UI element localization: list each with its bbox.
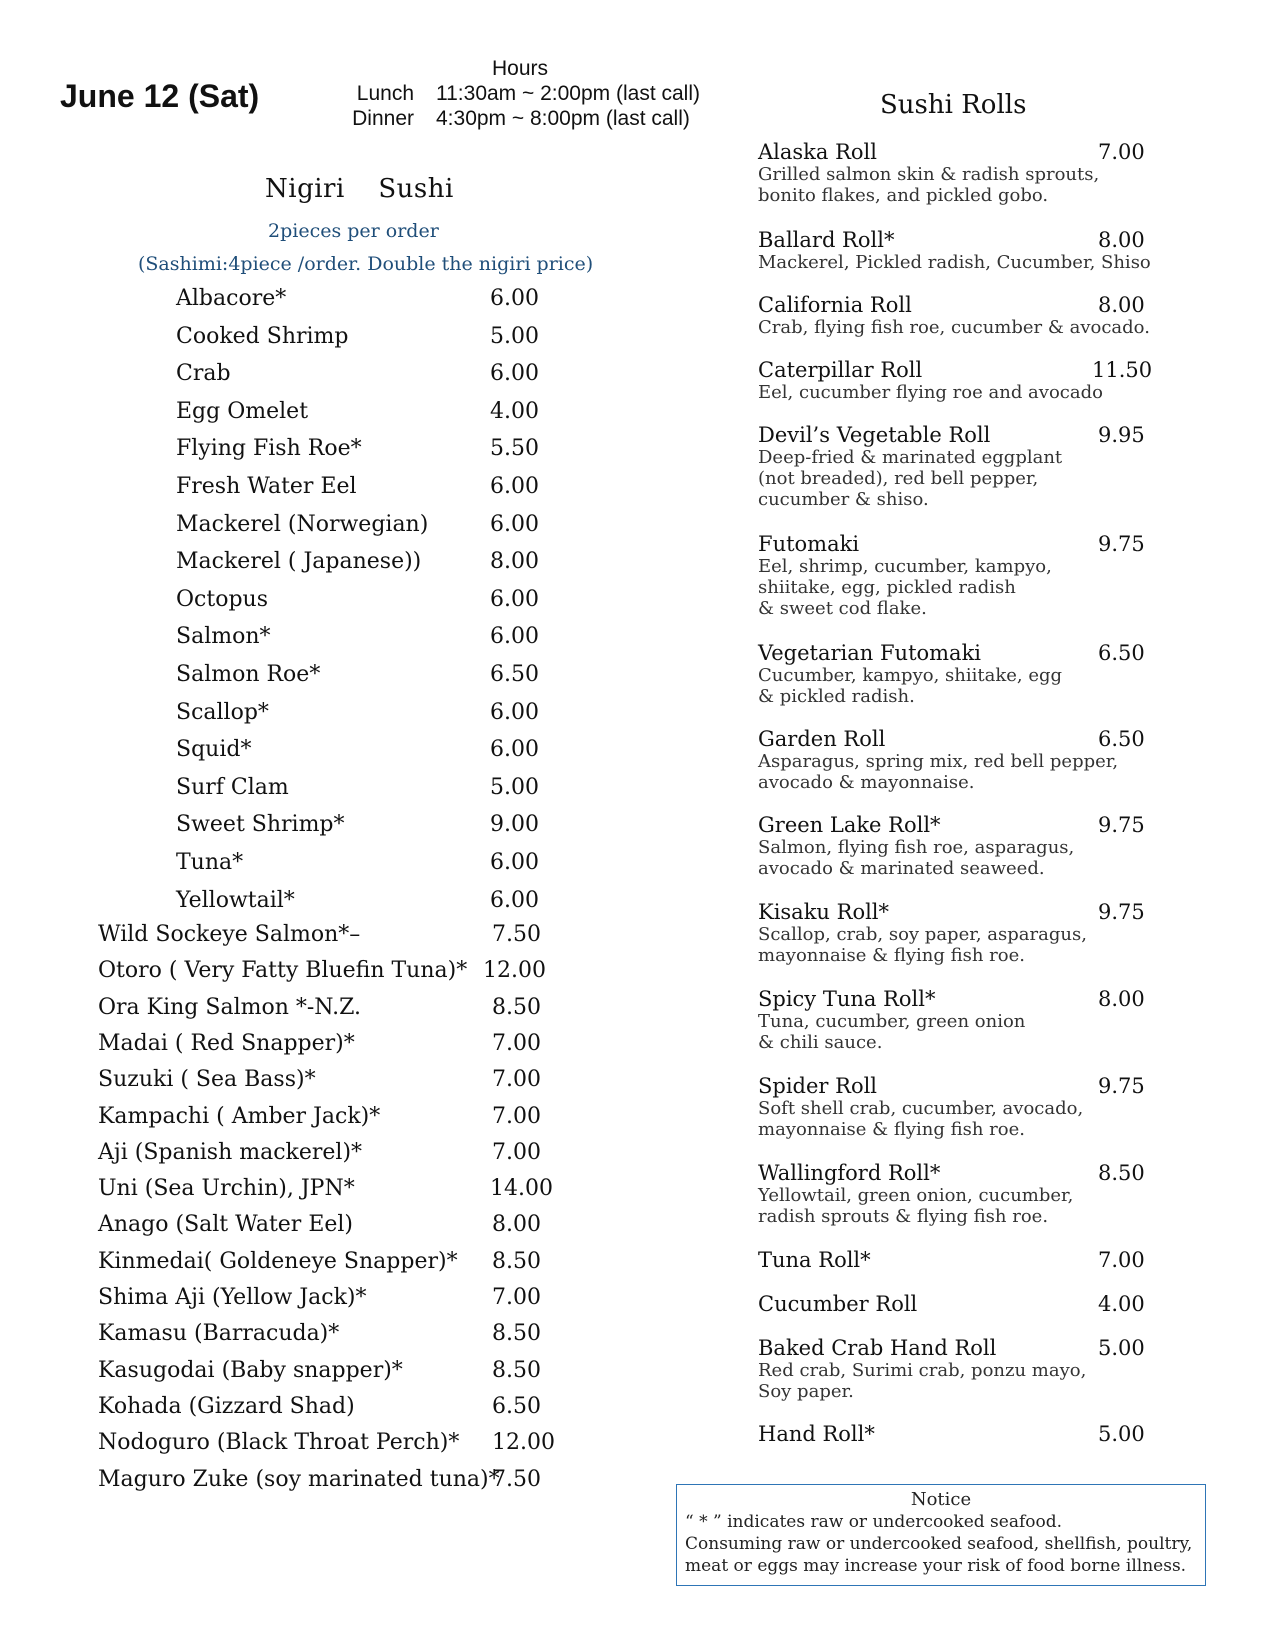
nigiri-item-price: 7.00 [492, 1103, 541, 1129]
roll-item-name: Hand Roll* [758, 1422, 875, 1446]
roll-item-header [758, 358, 1168, 382]
rolls-title: Sushi Rolls [880, 90, 1027, 120]
roll-item-price: 4.00 [1098, 1292, 1145, 1316]
nigiri-item-name: Kohada (Gizzard Shad) [98, 1393, 355, 1419]
nigiri-item-price: 14.00 [490, 1176, 553, 1202]
nigiri-item-price: 6.00 [490, 474, 539, 499]
roll-item [758, 293, 1168, 338]
nigiri-item-price: 6.00 [490, 699, 539, 725]
roll-item-price: 9.75 [1098, 900, 1145, 924]
roll-item-price: 7.00 [1098, 1248, 1145, 1272]
nigiri-item [98, 1321, 541, 1347]
nigiri-item-name: Ora King Salmon *-N.Z. [98, 994, 362, 1020]
roll-item-header [758, 641, 1168, 665]
roll-item-header [758, 900, 1168, 924]
roll-item [758, 900, 1168, 966]
roll-item-name: Devil’s Vegetable Roll [758, 423, 991, 447]
nigiri-item-price: 6.00 [490, 286, 539, 311]
roll-item-name: Green Lake Roll* [758, 813, 941, 837]
roll-item-description: Eel, shrimp, cucumber, kampyo, [758, 556, 1052, 577]
nigiri-item-price: 7.50 [492, 922, 541, 947]
nigiri-item-price: 7.50 [492, 1466, 541, 1492]
roll-item-name: Tuna Roll* [758, 1248, 871, 1272]
roll-item-header [758, 727, 1168, 751]
nigiri-item-name: Flying Fish Roe* [176, 436, 362, 462]
nigiri-item [98, 1430, 555, 1456]
nigiri-item-name: Kamasu (Barracuda)* [98, 1321, 340, 1347]
roll-item [758, 228, 1168, 273]
roll-item [758, 423, 1168, 510]
nigiri-item [98, 958, 546, 984]
roll-item-name: California Roll [758, 293, 912, 317]
nigiri-item [98, 1139, 541, 1165]
roll-item [758, 532, 1168, 619]
nigiri-item [176, 436, 539, 462]
roll-item-header [758, 423, 1168, 447]
roll-item-name: Futomaki [758, 532, 860, 556]
nigiri-item-price: 5.00 [490, 323, 539, 349]
roll-item-name: Garden Roll [758, 727, 886, 751]
nigiri-item-name: Yellowtail* [176, 887, 295, 913]
roll-item-header [758, 1422, 1168, 1446]
roll-item-price: 9.75 [1098, 532, 1145, 556]
nigiri-item-price: 5.00 [490, 774, 539, 800]
nigiri-item [176, 323, 539, 349]
nigiri-item [98, 1067, 541, 1093]
nigiri-item [98, 1357, 541, 1383]
roll-item-name: Kisaku Roll* [758, 900, 890, 924]
nigiri-item-price: 6.00 [490, 586, 539, 612]
nigiri-item [176, 887, 539, 913]
nigiri-subtitle: 2pieces per order [268, 220, 439, 242]
nigiri-item-name: Squid* [176, 737, 252, 763]
roll-item-description: & chili sauce. [758, 1032, 883, 1053]
roll-item-name: Ballard Roll* [758, 228, 895, 252]
nigiri-item-name: Crab [176, 361, 231, 387]
roll-item-description: cucumber & shiso. [758, 489, 929, 510]
notice-box [676, 1484, 1206, 1586]
roll-item-header [758, 987, 1168, 1011]
nigiri-item-price: 6.00 [490, 511, 539, 537]
roll-item-header [758, 1161, 1168, 1185]
roll-item [758, 1336, 1168, 1402]
nigiri-title-word: Sushi [378, 174, 454, 204]
roll-item-description: bonito flakes, and pickled gobo. [758, 185, 1049, 206]
nigiri-item-name: Wild Sockeye Salmon*– [98, 922, 361, 947]
nigiri-item [98, 994, 541, 1020]
nigiri-item [176, 662, 539, 687]
hours-label: Lunch [356, 82, 414, 105]
roll-item-description: shiitake, egg, pickled radish [758, 577, 1016, 598]
nigiri-item-name: Shima Aji (Yellow Jack)* [98, 1285, 367, 1310]
roll-item [758, 987, 1168, 1053]
nigiri-item-name: Salmon Roe* [176, 662, 321, 687]
nigiri-item [98, 1285, 541, 1310]
nigiri-item-name: Otoro ( Very Fatty Bluefin Tuna)* [98, 958, 468, 984]
roll-item-description: Tuna, cucumber, green onion [758, 1011, 1026, 1032]
roll-item-description: (not breaded), red bell pepper, [758, 468, 1039, 489]
nigiri-item [176, 286, 539, 311]
hours-block [330, 56, 710, 131]
roll-item-description: mayonnaise & flying fish roe. [758, 945, 1025, 966]
roll-item [758, 727, 1168, 793]
roll-item-header [758, 293, 1168, 317]
nigiri-item-price: 6.50 [492, 1393, 541, 1419]
roll-item-name: Caterpillar Roll [758, 358, 923, 382]
nigiri-item [176, 812, 539, 838]
menu-date: June 12 (Sat) [60, 78, 260, 114]
roll-item-description: Soy paper. [758, 1381, 854, 1402]
roll-item [758, 140, 1168, 206]
roll-item [758, 1074, 1168, 1140]
nigiri-item-price: 7.00 [492, 1139, 541, 1165]
roll-item-name: Spicy Tuna Roll* [758, 987, 936, 1011]
roll-item-header [758, 1292, 1168, 1316]
nigiri-item-name: Sweet Shrimp* [176, 812, 345, 838]
nigiri-item-price: 9.00 [490, 812, 539, 838]
roll-item-price: 8.00 [1098, 228, 1145, 252]
notice-title: Notice [910, 1489, 972, 1510]
nigiri-item [98, 1030, 541, 1056]
roll-item-description: avocado & marinated seaweed. [758, 858, 1045, 879]
nigiri-item-price: 6.00 [490, 737, 539, 763]
nigiri-item-name: Kinmedai( Goldeneye Snapper)* [98, 1248, 458, 1274]
roll-item-description: Cucumber, kampyo, shiitake, egg [758, 665, 1063, 686]
nigiri-item-name: Egg Omelet [176, 398, 309, 424]
roll-item-description: & sweet cod flake. [758, 598, 927, 619]
nigiri-item-price: 12.00 [483, 958, 546, 984]
roll-item-header [758, 228, 1168, 252]
notice-line: meat or eggs may increase your risk of food borne illness. [685, 1556, 1187, 1576]
nigiri-item [176, 699, 539, 725]
nigiri-item-price: 6.50 [490, 662, 539, 687]
roll-item-price: 8.00 [1098, 293, 1145, 317]
roll-item-price: 9.75 [1098, 813, 1145, 837]
roll-item-header [758, 1074, 1168, 1098]
nigiri-item [98, 922, 541, 947]
nigiri-item-name: Surf Clam [176, 774, 289, 800]
roll-item-price: 6.50 [1098, 641, 1145, 665]
roll-item-price: 9.75 [1098, 1074, 1145, 1098]
roll-item-name: Wallingford Roll* [758, 1161, 941, 1185]
hours-time: 11:30am ~ 2:00pm (last call) [436, 82, 700, 105]
nigiri-item-name: Albacore* [176, 286, 287, 311]
roll-item-header [758, 532, 1168, 556]
roll-item [758, 358, 1168, 403]
nigiri-item [176, 398, 539, 424]
nigiri-item-name: Madai ( Red Snapper)* [98, 1030, 355, 1056]
roll-item-header [758, 1248, 1168, 1272]
roll-item-price: 9.95 [1098, 423, 1145, 447]
nigiri-item [98, 1248, 541, 1274]
hours-title: Hours [491, 57, 549, 80]
nigiri-item-name: Fresh Water Eel [176, 474, 357, 499]
roll-item-description: Grilled salmon skin & radish sprouts, [758, 164, 1100, 185]
nigiri-item [98, 1466, 541, 1492]
nigiri-item-name: Scallop* [176, 699, 269, 725]
nigiri-item-price: 8.50 [492, 994, 541, 1020]
nigiri-item-name: Uni (Sea Urchin), JPN* [98, 1176, 355, 1202]
roll-item-description: Soft shell crab, cucumber, avocado, [758, 1098, 1084, 1119]
nigiri-item-price: 4.00 [490, 398, 539, 424]
roll-item-price: 8.50 [1098, 1161, 1145, 1185]
hours-time: 4:30pm ~ 8:00pm (last call) [436, 107, 690, 130]
roll-item-description: Asparagus, spring mix, red bell pepper, [758, 751, 1119, 772]
notice-line: Consuming raw or undercooked seafood, shellfish, poultry, [685, 1534, 1193, 1554]
roll-item-description: radish sprouts & flying fish roe. [758, 1206, 1049, 1227]
hours-row-dinner [330, 106, 710, 131]
nigiri-item [98, 1393, 541, 1419]
nigiri-item-name: Kasugodai (Baby snapper)* [98, 1357, 403, 1383]
nigiri-item [176, 361, 539, 387]
nigiri-item [176, 511, 539, 537]
nigiri-item [176, 737, 539, 763]
nigiri-item-price: 8.00 [492, 1212, 541, 1238]
nigiri-item-price: 8.00 [490, 549, 539, 575]
roll-item [758, 1248, 1168, 1272]
roll-item [758, 1422, 1168, 1446]
roll-item-description: & pickled radish. [758, 686, 915, 707]
roll-item [758, 641, 1168, 707]
nigiri-subtitle-sashimi: (Sashimi:4piece /order. Double the nigiri price) [138, 253, 594, 275]
roll-item-name: Baked Crab Hand Roll [758, 1336, 997, 1360]
roll-item-description: Scallop, crab, soy paper, asparagus, [758, 924, 1087, 945]
roll-item-price: 6.50 [1098, 727, 1145, 751]
roll-item-description: Deep-fried & marinated eggplant [758, 447, 1063, 468]
nigiri-item-price: 7.00 [492, 1067, 541, 1093]
roll-item-price: 5.00 [1098, 1336, 1145, 1360]
roll-item-header [758, 813, 1168, 837]
nigiri-item-price: 12.00 [492, 1430, 555, 1456]
nigiri-item [176, 474, 539, 499]
nigiri-item-name: Kampachi ( Amber Jack)* [98, 1103, 381, 1129]
roll-item-name: Cucumber Roll [758, 1292, 918, 1316]
roll-item-description: Red crab, Surimi crab, ponzu mayo, [758, 1360, 1087, 1381]
nigiri-item-price: 6.00 [490, 624, 539, 650]
nigiri-item-name: Aji (Spanish mackerel)* [98, 1139, 363, 1165]
roll-item-description: Yellowtail, green onion, cucumber, [758, 1185, 1074, 1206]
roll-item [758, 813, 1168, 879]
nigiri-item [98, 1176, 553, 1202]
roll-item-description: Mackerel, Pickled radish, Cucumber, Shiso [758, 252, 1151, 273]
nigiri-item-price: 8.50 [492, 1248, 541, 1274]
roll-item [758, 1292, 1168, 1316]
nigiri-item [98, 1212, 541, 1238]
roll-item-price: 11.50 [1092, 358, 1153, 382]
roll-item-price: 7.00 [1098, 140, 1145, 164]
roll-item-header [758, 1336, 1168, 1360]
roll-item-name: Vegetarian Futomaki [758, 641, 982, 665]
nigiri-item-name: Cooked Shrimp [176, 323, 349, 349]
nigiri-item-price: 8.50 [492, 1357, 541, 1383]
nigiri-item-name: Anago (Salt Water Eel) [98, 1212, 354, 1238]
nigiri-item-price: 6.00 [490, 887, 539, 913]
nigiri-item [98, 1103, 541, 1129]
nigiri-title [265, 174, 454, 204]
nigiri-item [176, 774, 539, 800]
nigiri-item-name: Nodoguro (Black Throat Perch)* [98, 1430, 460, 1456]
nigiri-item-name: Octopus [176, 586, 268, 612]
nigiri-item [176, 549, 539, 575]
nigiri-item-price: 6.00 [490, 850, 539, 875]
nigiri-item-price: 5.50 [490, 436, 539, 462]
roll-item-name: Alaska Roll [758, 140, 877, 164]
roll-item-name: Spider Roll [758, 1074, 878, 1098]
notice-line: “ * ” indicates raw or undercooked seafood. [685, 1512, 1063, 1532]
nigiri-item-name: Suzuki ( Sea Bass)* [98, 1067, 316, 1093]
nigiri-item [176, 586, 539, 612]
nigiri-item-name: Mackerel ( Japanese)) [176, 549, 422, 575]
roll-item-description: avocado & mayonnaise. [758, 772, 975, 793]
nigiri-item-price: 7.00 [492, 1030, 541, 1056]
hours-label: Dinner [352, 107, 414, 130]
nigiri-item [176, 624, 539, 650]
nigiri-item [176, 850, 539, 875]
nigiri-item-price: 7.00 [492, 1285, 541, 1310]
roll-item-price: 8.00 [1098, 987, 1145, 1011]
roll-item [758, 1161, 1168, 1227]
roll-item-description: Eel, cucumber flying roe and avocado [758, 382, 1103, 403]
nigiri-item-name: Tuna* [176, 850, 244, 875]
hours-row-lunch [330, 81, 710, 106]
nigiri-item-name: Mackerel (Norwegian) [176, 511, 429, 537]
nigiri-item-name: Maguro Zuke (soy marinated tuna)* [98, 1466, 500, 1492]
nigiri-title-word: Nigiri [265, 174, 345, 204]
roll-item-header [758, 140, 1168, 164]
roll-item-price: 5.00 [1098, 1422, 1145, 1446]
roll-item-description: Salmon, flying fish roe, asparagus, [758, 837, 1075, 858]
roll-item-description: mayonnaise & flying fish roe. [758, 1119, 1025, 1140]
nigiri-item-price: 8.50 [492, 1321, 541, 1347]
nigiri-item-price: 6.00 [490, 361, 539, 387]
nigiri-item-name: Salmon* [176, 624, 271, 650]
roll-item-description: Crab, flying fish roe, cucumber & avocado. [758, 317, 1150, 338]
